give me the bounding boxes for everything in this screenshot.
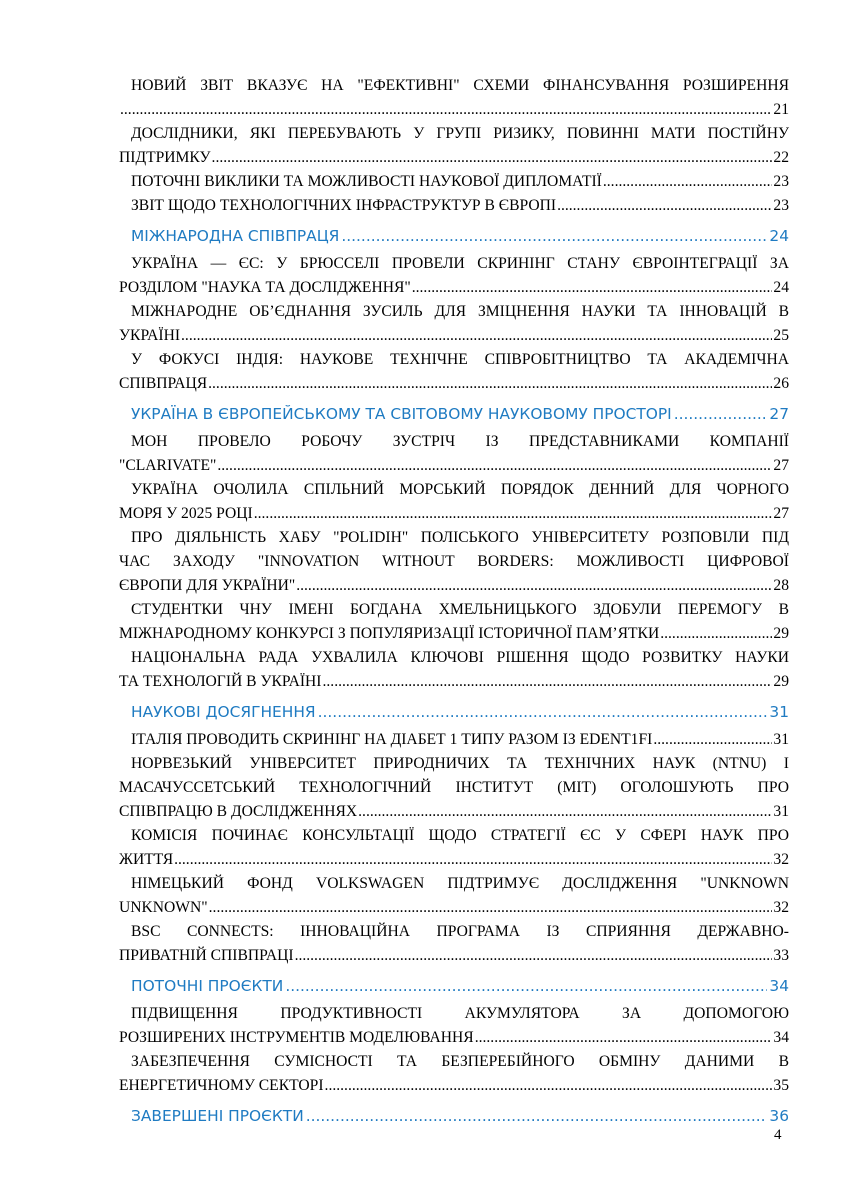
toc-entry-line: МАСАЧУССЕТСЬКИЙ ТЕХНОЛОГІЧНИЙ ІНСТИТУТ (MIT) ОГОЛОШУЮТЬ ПРО	[119, 779, 789, 796]
toc-entry-title: РОЗШИРЕНИХ ІНСТРУМЕНТІВ МОДЕЛЮВАННЯ	[119, 1029, 474, 1046]
toc-entry-title: МОРЯ У 2025 РОЦІ	[119, 505, 253, 522]
toc-page-number: 21	[773, 101, 789, 118]
toc-page-number: 28	[773, 577, 789, 594]
toc-entry-link[interactable]	[119, 252, 789, 300]
table-of-contents	[119, 74, 789, 1132]
dot-leader	[653, 728, 772, 752]
toc-entry-line: УКРАЇНА — ЄС: У БРЮССЕЛІ ПРОВЕЛИ СКРИНІНГ СТАНУ ЄВРОІНТЕГРАЦІЇ ЗА	[131, 255, 789, 272]
toc-page-number: 35	[773, 1077, 789, 1094]
toc-entry-line: У ФОКУСІ ІНДІЯ: НАУКОВЕ ТЕХНІЧНЕ СПІВРОБІТНИЦТВО ТА АКАДЕМІЧНА	[131, 351, 789, 368]
toc-entry-link[interactable]	[119, 526, 789, 598]
toc-entry-line: УКРАЇНА ОЧОЛИЛА СПІЛЬНИЙ МОРСЬКИЙ ПОРЯДОК ДЕННИЙ ДЛЯ ЧОРНОГО	[131, 481, 789, 498]
dot-leader	[475, 1026, 773, 1050]
dot-leader	[254, 502, 773, 526]
toc-page-number: 23	[773, 197, 789, 214]
dot-leader	[325, 1074, 773, 1098]
dot-leader	[296, 574, 772, 598]
toc-entry-title: УКРАЇНІ	[119, 327, 181, 344]
toc-entry-link[interactable]	[119, 348, 789, 396]
dot-leader	[660, 622, 772, 646]
toc-entry-line: КОМІСІЯ ПОЧИНАЄ КОНСУЛЬТАЦІЇ ЩОДО СТРАТЕГІЇ ЄС У СФЕРІ НАУК ПРО	[131, 827, 789, 844]
toc-entry-line: BSC CONNECTS: ІННОВАЦІЙНА ПРОГРАМА ІЗ СПРИЯННЯ ДЕРЖАВНО-	[131, 923, 789, 940]
toc-section-title: УКРАЇНА В ЄВРОПЕЙСЬКОМУ ТА СВІТОВОМУ НАУКОВОМУ ПРОСТОРІ	[131, 405, 672, 423]
toc-entry-title: ЖИТТЯ	[119, 851, 174, 868]
toc-page-number: 27	[773, 505, 789, 522]
toc-page-number: 23	[773, 173, 789, 190]
toc-entry-line: ДОСЛІДНИКИ, ЯКІ ПЕРЕБУВАЮТЬ У ГРУПІ РИЗИКУ, ПОВИННІ МАТИ ПОСТІЙНУ	[131, 125, 789, 142]
toc-entry-link[interactable]	[119, 122, 789, 170]
toc-entry-title: РОЗДІЛОМ "НАУКА ТА ДОСЛІДЖЕННЯ"	[119, 279, 411, 296]
toc-page-number: 31	[769, 703, 789, 721]
toc-section-title: МІЖНАРОДНА СПІВПРАЦЯ	[131, 227, 340, 245]
dot-leader	[603, 170, 773, 194]
dot-leader	[341, 224, 767, 248]
toc-section-link[interactable]	[119, 224, 789, 248]
toc-entry-link[interactable]	[119, 194, 789, 218]
toc-entry-link[interactable]	[119, 872, 789, 920]
toc-page-number: 25	[773, 327, 789, 344]
toc-page-number: 27	[769, 405, 789, 423]
dot-leader	[208, 372, 772, 396]
toc-entry-title: "CLARIVATE"	[119, 457, 217, 474]
toc-entry-title: UNKNOWN"	[119, 899, 208, 916]
toc-entry-title: ТА ТЕХНОЛОГІЙ В УКРАЇНІ	[119, 673, 322, 690]
dot-leader	[174, 848, 772, 872]
dot-leader	[323, 670, 773, 694]
dot-leader	[285, 974, 767, 998]
dot-leader	[358, 800, 772, 824]
toc-entry-line: СТУДЕНТКИ ЧНУ ІМЕНІ БОГДАНА ХМЕЛЬНИЦЬКОГО ЗДОБУЛИ ПЕРЕМОГУ В	[131, 601, 789, 618]
page-number: 4	[774, 1127, 782, 1143]
toc-page-number: 24	[769, 227, 789, 245]
toc-entry-line: ПІДВИЩЕННЯ ПРОДУКТИВНОСТІ АКУМУЛЯТОРА ЗА ДОПОМОГОЮ	[131, 1005, 789, 1022]
toc-page-number: 33	[773, 947, 789, 964]
toc-entry-line: МІЖНАРОДНЕ ОБ’ЄДНАННЯ ЗУСИЛЬ ДЛЯ ЗМІЦНЕННЯ НАУКИ ТА ІННОВАЦІЙ В	[131, 303, 789, 320]
dot-leader	[217, 454, 772, 478]
toc-entry-title: ПОТОЧНІ ВИКЛИКИ ТА МОЖЛИВОСТІ НАУКОВОЇ ДИПЛОМАТІЇ	[131, 173, 602, 190]
toc-section-title: ПОТОЧНІ ПРОЄКТИ	[131, 977, 284, 995]
toc-entry-title: ПРИВАТНІЙ СПІВПРАЦІ	[119, 947, 294, 964]
toc-entry-link[interactable]	[119, 300, 789, 348]
toc-entry-line: ЗАБЕЗПЕЧЕННЯ СУМІСНОСТІ ТА БЕЗПЕРЕБІЙНОГО ОБМІНУ ДАНИМИ В	[131, 1053, 789, 1070]
toc-entry-title: МІЖНАРОДНОМУ КОНКУРСІ З ПОПУЛЯРИЗАЦІЇ ІСТОРИЧНОЇ ПАМ’ЯТКИ	[119, 625, 660, 642]
toc-entry-title: ЕНЕРГЕТИЧНОМУ СЕКТОРІ	[119, 1077, 324, 1094]
toc-entry-link[interactable]	[119, 824, 789, 872]
toc-section-title: ЗАВЕРШЕНІ ПРОЄКТИ	[131, 1107, 304, 1125]
dot-leader	[306, 1104, 768, 1128]
toc-section-link[interactable]	[119, 700, 789, 724]
toc-page-number: 31	[773, 803, 789, 820]
toc-page-number: 34	[773, 1029, 789, 1046]
toc-entry-link[interactable]	[119, 1002, 789, 1050]
toc-entry-title: СПІВПРАЦЮ В ДОСЛІДЖЕННЯХ	[119, 803, 358, 820]
toc-page-number: 27	[773, 457, 789, 474]
toc-page-number: 24	[773, 279, 789, 296]
toc-entry-title: СПІВПРАЦЯ	[119, 375, 208, 392]
toc-entry-link[interactable]	[119, 646, 789, 694]
toc-entry-line: НАЦІОНАЛЬНА РАДА УХВАЛИЛА КЛЮЧОВІ РІШЕННЯ ЩОДО РОЗВИТКУ НАУКИ	[131, 649, 789, 666]
dot-leader	[295, 944, 773, 968]
dot-leader	[209, 896, 773, 920]
dot-leader	[212, 146, 773, 170]
toc-entry-link[interactable]	[119, 598, 789, 646]
toc-entry-line: ЧАС ЗАХОДУ "INNOVATION WITHOUT BORDERS: МОЖЛИВОСТІ ЦИФРОВОЇ	[119, 553, 789, 570]
toc-entry-link[interactable]	[119, 1050, 789, 1098]
toc-page-number: 32	[773, 851, 789, 868]
toc-entry-title: ЗВІТ ЩОДО ТЕХНОЛОГІЧНИХ ІНФРАСТРУКТУР В ЄВРОПІ	[131, 197, 557, 214]
dot-leader	[557, 194, 772, 218]
toc-entry-title: ПІДТРИМКУ	[119, 149, 211, 166]
toc-entry-line: ПРО ДІЯЛЬНІСТЬ ХАБУ "POLIDIH" ПОЛІСЬКОГО УНІВЕРСИТЕТУ РОЗПОВІЛИ ПІД	[131, 529, 789, 546]
toc-entry-link[interactable]	[119, 478, 789, 526]
toc-entry-link[interactable]	[119, 430, 789, 478]
dot-leader	[181, 324, 772, 348]
toc-page-number: 34	[769, 977, 789, 995]
toc-page-number: 26	[773, 375, 789, 392]
toc-section-link[interactable]	[119, 974, 789, 998]
toc-entry-line: МОН ПРОВЕЛО РОБОЧУ ЗУСТРІЧ ІЗ ПРЕДСТАВНИКАМИ КОМПАНІЇ	[131, 433, 789, 450]
toc-section-link[interactable]	[119, 402, 789, 426]
toc-entry-title: ІТАЛІЯ ПРОВОДИТЬ СКРИНІНГ НА ДІАБЕТ 1 ТИПУ РАЗОМ ІЗ EDENT1FI	[131, 731, 653, 748]
dot-leader	[412, 276, 773, 300]
toc-entry-link[interactable]	[119, 920, 789, 968]
dot-leader	[120, 98, 772, 122]
toc-entry-link[interactable]	[119, 728, 789, 752]
dot-leader	[674, 402, 768, 426]
toc-page-number: 32	[773, 899, 789, 916]
toc-entry-link[interactable]	[119, 74, 789, 122]
toc-section-title: НАУКОВІ ДОСЯГНЕННЯ	[131, 703, 316, 721]
toc-page-number: 36	[769, 1107, 789, 1125]
toc-entry-line: НОВИЙ ЗВІТ ВКАЗУЄ НА "ЕФЕКТИВНІ" СХЕМИ ФІНАНСУВАННЯ РОЗШИРЕННЯ	[131, 77, 789, 94]
toc-section-link[interactable]	[119, 1104, 789, 1128]
toc-entry-link[interactable]	[119, 170, 789, 194]
toc-page-number: 29	[773, 673, 789, 690]
toc-entry-link[interactable]	[119, 752, 789, 824]
toc-page-number: 22	[773, 149, 789, 166]
toc-page-number: 31	[773, 731, 789, 748]
toc-entry-title: ЄВРОПИ ДЛЯ УКРАЇНИ"	[119, 577, 296, 594]
toc-page-number: 29	[773, 625, 789, 642]
toc-entry-line: НОРВЕЗЬКИЙ УНІВЕРСИТЕТ ПРИРОДНИЧИХ ТА ТЕХНІЧНИХ НАУК (NTNU) І	[131, 755, 789, 772]
toc-entry-line: НІМЕЦЬКИЙ ФОНД VOLKSWAGEN ПІДТРИМУЄ ДОСЛІДЖЕННЯ "UNKNOWN	[131, 875, 789, 892]
dot-leader	[318, 700, 768, 724]
